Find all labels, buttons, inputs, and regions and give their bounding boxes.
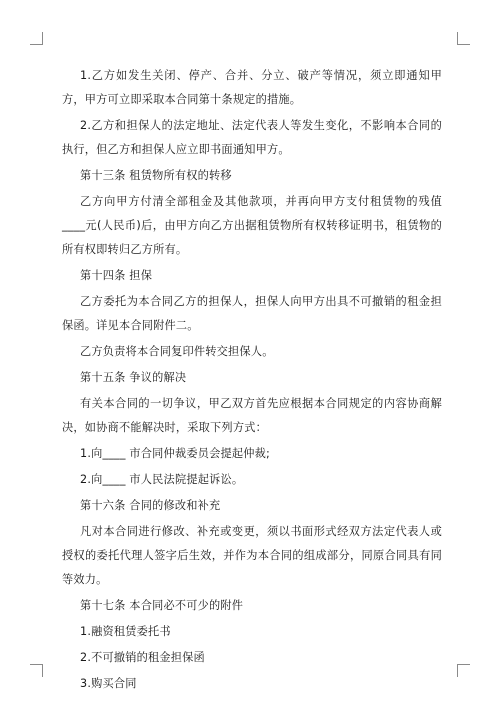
document-body — [62, 64, 442, 698]
heading-article-13: 第十三条 租赁物所有权的转移 — [80, 169, 232, 182]
paragraph-notice-closure: 1.乙方如发生关闭、停产、合并、分立、破产等情况，须立即通知甲方，甲方可立即采取本合同第十条规定的措施。 — [62, 69, 442, 106]
paragraph-copy-to-guarantor: 乙方负责将本合同复印件转交担保人。 — [80, 345, 274, 358]
list-item-arbitration: 1.向____ 市合同仲裁委员会提起仲裁; — [80, 447, 271, 460]
crop-mark-bottom-right — [457, 664, 470, 677]
list-item-attachment-1: 1.融资租赁委托书 — [80, 625, 171, 638]
crop-mark-bottom-left — [30, 664, 43, 677]
list-item-attachment-2: 2.不可撤销的租金担保函 — [80, 651, 205, 664]
list-item-attachment-3: 3.购买合同 — [80, 677, 137, 690]
heading-article-17: 第十七条 本合同必不可少的附件 — [80, 599, 244, 612]
heading-article-16: 第十六条 合同的修改和补充 — [80, 499, 221, 512]
paragraph-notice-address-change: 2.乙方和担保人的法定地址、法定代表人等发生变化，不影响本合同的执行，但乙方和担保人应立即书面通知甲方。 — [62, 119, 442, 156]
paragraph-ownership-transfer: 乙方向甲方付清全部租金及其他款项，并再向甲方支付租赁物的残值____元(人民币)后，由甲方向乙方出据租赁物所有权转移证明书，租赁物的所有权即转归乙方所有。 — [62, 195, 442, 256]
list-item-litigation: 2.向____ 市人民法院提起诉讼。 — [80, 473, 244, 486]
crop-mark-top-right — [457, 32, 470, 45]
paragraph-amendments: 凡对本合同进行修改、补充或变更，须以书面形式经双方法定代表人或授权的委托代理人签字后生效，并作为本合同的组成部分，同原合同具有同等效力。 — [62, 525, 442, 586]
heading-article-15: 第十五条 争议的解决 — [80, 371, 187, 384]
heading-article-14: 第十四条 担保 — [80, 269, 153, 282]
paragraph-dispute-resolution: 有关本合同的一切争议，甲乙双方首先应根据本合同规定的内容协商解决，如协商不能解决时，采取下列方式： — [62, 397, 442, 434]
crop-mark-top-left — [30, 32, 43, 45]
paragraph-guarantor: 乙方委托为本合同乙方的担保人，担保人向甲方出具不可撤销的租金担保函。详见本合同附件二。 — [62, 295, 442, 332]
